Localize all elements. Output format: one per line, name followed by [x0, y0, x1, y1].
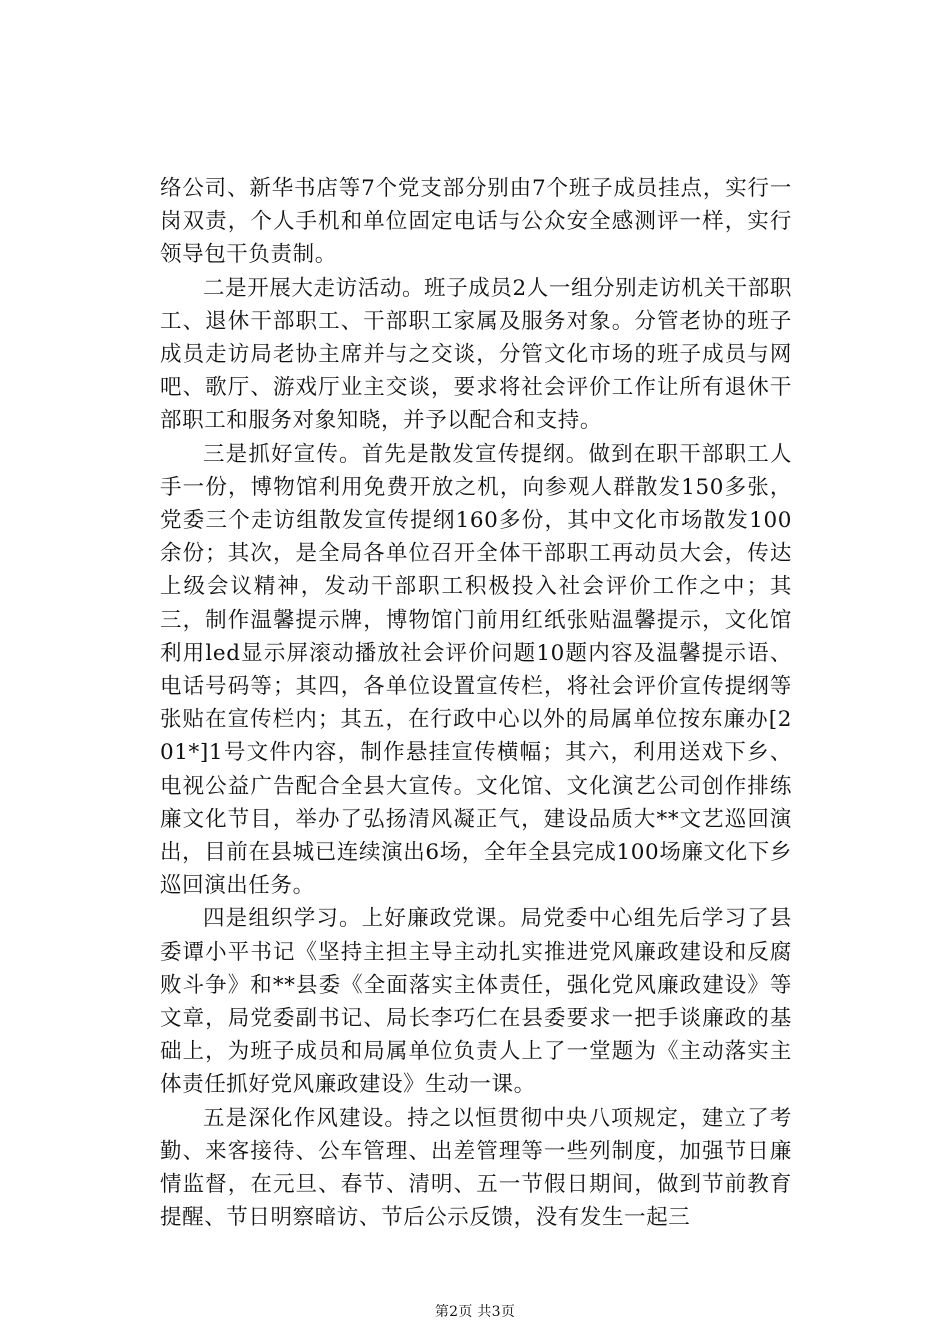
paragraph-study: 四是组织学习。上好廉政党课。局党委中心组先后学习了县委谭小平书记《坚持主担主导主动扎实推进党风廉政建设和反腐败斗争》和**县委《全面落实主体责任，强化党风廉政建设》等文章，局党委副书记、局长李巧仁在县委要求一把手谈廉政的基础上，为班子成员和局属单位负责人上了一堂题为《主动落实主体责任抓好党风廉政建设》生动一课。	[160, 906, 792, 1098]
paragraph-work-style: 五是深化作风建设。持之以恒贯彻中央八项规定，建立了考勤、来客接待、公车管理、出差管理等一些列制度，加强节日廉情监督，在元旦、春节、清明、五一节假日期间，做到节前教育提醒、节日明察暗访、节后公示反馈，没有发生一起三	[160, 1105, 792, 1231]
paragraph-publicity: 三是抓好宣传。首先是散发宣传提纲。做到在职干部职工人手一份，博物馆利用免费开放之机，向参观人群散发150多张，党委三个走访组散发宣传提纲160多份，其中文化市场散发100余份；其次，是全局各单位召开全体干部职工再动员大会，传达上级会议精神，发动干部职工积极投入社会评价工作之中；其三，制作温馨提示牌，博物馆门前用红纸张贴温馨提示，文化馆利用led显示屏滚动播放社会评价问题10题内容及温馨提示语、电话号码等；其四，各单位设置宣传栏，将社会评价宣传提纲等张贴在宣传栏内；其五，在行政中心以外的局属单位按东廉办[201*]1号文件内容，制作悬挂宣传横幅；其六，利用送戏下乡、电视公益广告配合全县大宣传。文化馆、文化演艺公司创作排练廉文化节目，举办了弘扬清风凝正气，建设品质大**文艺巡回演出，目前在县城已连续演出6场，全年全县完成100场廉文化下乡巡回演出任务。	[160, 441, 792, 899]
page-number-footer: 第2页 共3页	[434, 1304, 516, 1320]
paragraph-continuation: 络公司、新华书店等7个党支部分别由7个班子成员挂点，实行一岗双责，个人手机和单位固定电话与公众安全感测评一样，实行领导包干负责制。	[160, 176, 792, 268]
document-body	[160, 172, 792, 1235]
paragraph-visits: 二是开展大走访活动。班子成员2人一组分别走访机关干部职工、退休干部职工、干部职工家属及服务对象。分管老协的班子成员走访局老协主席并与之交谈，分管文化市场的班子成员与网吧、歌厅、游戏厅业主交谈，要求将社会评价工作让所有退休干部职工和服务对象知晓，并予以配合和支持。	[160, 275, 792, 434]
